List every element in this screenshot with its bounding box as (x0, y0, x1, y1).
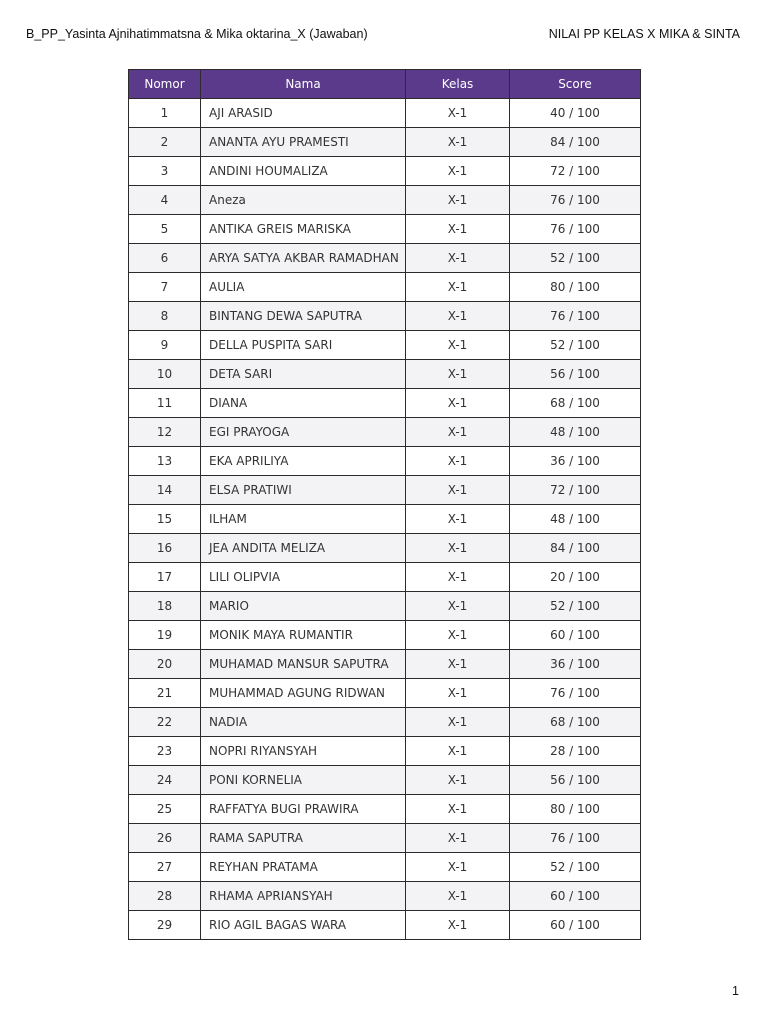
cell-kelas: X-1 (406, 853, 510, 882)
table-header-row (129, 70, 641, 99)
cell-score: 56 / 100 (510, 360, 641, 389)
cell-nomor: 8 (129, 302, 201, 331)
cell-nama: RAFFATYA BUGI PRAWIRA (201, 795, 406, 824)
table-row (129, 534, 641, 563)
table-row (129, 215, 641, 244)
score-table (128, 69, 641, 940)
cell-kelas: X-1 (406, 679, 510, 708)
table-row (129, 650, 641, 679)
cell-nama: ILHAM (201, 505, 406, 534)
cell-score: 56 / 100 (510, 766, 641, 795)
cell-kelas: X-1 (406, 708, 510, 737)
column-header-kelas: Kelas (406, 70, 510, 99)
cell-kelas: X-1 (406, 650, 510, 679)
cell-kelas: X-1 (406, 911, 510, 940)
table-row (129, 853, 641, 882)
cell-score: 76 / 100 (510, 824, 641, 853)
cell-nama: REYHAN PRATAMA (201, 853, 406, 882)
cell-score: 68 / 100 (510, 708, 641, 737)
sheet-title: NILAI PP KELAS X MIKA & SINTA (548, 27, 740, 41)
cell-nomor: 21 (129, 679, 201, 708)
cell-score: 84 / 100 (510, 128, 641, 157)
cell-nama: RHAMA APRIANSYAH (201, 882, 406, 911)
table-row (129, 360, 641, 389)
cell-nama: LILI OLIPVIA (201, 563, 406, 592)
column-header-nomor: Nomor (129, 70, 201, 99)
table-row (129, 766, 641, 795)
cell-score: 52 / 100 (510, 853, 641, 882)
cell-kelas: X-1 (406, 824, 510, 853)
cell-kelas: X-1 (406, 273, 510, 302)
cell-kelas: X-1 (406, 157, 510, 186)
table-row (129, 331, 641, 360)
cell-nomor: 23 (129, 737, 201, 766)
cell-score: 76 / 100 (510, 679, 641, 708)
cell-nomor: 17 (129, 563, 201, 592)
table-row (129, 244, 641, 273)
table-row (129, 824, 641, 853)
cell-nomor: 9 (129, 331, 201, 360)
cell-score: 48 / 100 (510, 505, 641, 534)
cell-score: 76 / 100 (510, 215, 641, 244)
cell-nomor: 2 (129, 128, 201, 157)
cell-nomor: 15 (129, 505, 201, 534)
cell-nama: ELSA PRATIWI (201, 476, 406, 505)
cell-kelas: X-1 (406, 766, 510, 795)
cell-score: 52 / 100 (510, 331, 641, 360)
cell-score: 36 / 100 (510, 650, 641, 679)
table-row (129, 157, 641, 186)
cell-nomor: 27 (129, 853, 201, 882)
column-header-nama: Nama (201, 70, 406, 99)
cell-nama: AULIA (201, 273, 406, 302)
cell-nomor: 29 (129, 911, 201, 940)
cell-nama: AJI ARASID (201, 99, 406, 128)
cell-kelas: X-1 (406, 534, 510, 563)
table-row (129, 273, 641, 302)
cell-nama: PONI KORNELIA (201, 766, 406, 795)
cell-nomor: 22 (129, 708, 201, 737)
cell-nama: RIO AGIL BAGAS WARA (201, 911, 406, 940)
cell-score: 40 / 100 (510, 99, 641, 128)
cell-kelas: X-1 (406, 882, 510, 911)
cell-score: 60 / 100 (510, 911, 641, 940)
table-row (129, 795, 641, 824)
table-row (129, 592, 641, 621)
cell-score: 20 / 100 (510, 563, 641, 592)
cell-nomor: 3 (129, 157, 201, 186)
cell-nomor: 19 (129, 621, 201, 650)
cell-kelas: X-1 (406, 621, 510, 650)
cell-nomor: 18 (129, 592, 201, 621)
table-row (129, 563, 641, 592)
cell-nomor: 12 (129, 418, 201, 447)
cell-nama: DETA SARI (201, 360, 406, 389)
cell-nama: MONIK MAYA RUMANTIR (201, 621, 406, 650)
cell-score: 68 / 100 (510, 389, 641, 418)
cell-nama: NOPRI RIYANSYAH (201, 737, 406, 766)
cell-nama: JEA ANDITA MELIZA (201, 534, 406, 563)
cell-score: 36 / 100 (510, 447, 641, 476)
cell-kelas: X-1 (406, 186, 510, 215)
cell-nama: BINTANG DEWA SAPUTRA (201, 302, 406, 331)
table-row (129, 708, 641, 737)
cell-nama: Aneza (201, 186, 406, 215)
cell-kelas: X-1 (406, 447, 510, 476)
cell-kelas: X-1 (406, 302, 510, 331)
cell-nomor: 4 (129, 186, 201, 215)
table-row (129, 621, 641, 650)
cell-nama: RAMA SAPUTRA (201, 824, 406, 853)
cell-nomor: 11 (129, 389, 201, 418)
cell-kelas: X-1 (406, 505, 510, 534)
table-row (129, 389, 641, 418)
cell-score: 84 / 100 (510, 534, 641, 563)
cell-score: 76 / 100 (510, 302, 641, 331)
cell-nama: ANANTA AYU PRAMESTI (201, 128, 406, 157)
table-row (129, 882, 641, 911)
table-row (129, 99, 641, 128)
cell-nomor: 24 (129, 766, 201, 795)
cell-score: 48 / 100 (510, 418, 641, 447)
cell-nama: MUHAMAD MANSUR SAPUTRA (201, 650, 406, 679)
cell-kelas: X-1 (406, 476, 510, 505)
cell-nama: DIANA (201, 389, 406, 418)
cell-kelas: X-1 (406, 795, 510, 824)
table-row (129, 447, 641, 476)
cell-nomor: 10 (129, 360, 201, 389)
cell-nomor: 5 (129, 215, 201, 244)
cell-nomor: 25 (129, 795, 201, 824)
table-body (129, 99, 641, 940)
table-row (129, 302, 641, 331)
cell-kelas: X-1 (406, 563, 510, 592)
cell-kelas: X-1 (406, 737, 510, 766)
table-row (129, 911, 641, 940)
cell-score: 52 / 100 (510, 244, 641, 273)
table-row (129, 476, 641, 505)
table-row (129, 186, 641, 215)
cell-kelas: X-1 (406, 331, 510, 360)
cell-nama: EGI PRAYOGA (201, 418, 406, 447)
cell-nomor: 13 (129, 447, 201, 476)
column-header-score: Score (510, 70, 641, 99)
cell-score: 72 / 100 (510, 476, 641, 505)
cell-nama: ARYA SATYA AKBAR RAMADHAN (201, 244, 406, 273)
cell-nomor: 20 (129, 650, 201, 679)
cell-nama: DELLA PUSPITA SARI (201, 331, 406, 360)
table-row (129, 128, 641, 157)
cell-kelas: X-1 (406, 389, 510, 418)
cell-kelas: X-1 (406, 360, 510, 389)
cell-nomor: 28 (129, 882, 201, 911)
table-row (129, 737, 641, 766)
cell-score: 28 / 100 (510, 737, 641, 766)
cell-score: 76 / 100 (510, 186, 641, 215)
cell-nama: EKA APRILIYA (201, 447, 406, 476)
cell-kelas: X-1 (406, 592, 510, 621)
table-row (129, 505, 641, 534)
cell-nomor: 1 (129, 99, 201, 128)
cell-kelas: X-1 (406, 99, 510, 128)
cell-nomor: 16 (129, 534, 201, 563)
document-title: B_PP_Yasinta Ajnihatimmatsna & Mika oktarina_X (Jawaban) (26, 27, 368, 41)
cell-nama: ANDINI HOUMALIZA (201, 157, 406, 186)
cell-nama: NADIA (201, 708, 406, 737)
cell-score: 80 / 100 (510, 795, 641, 824)
cell-nomor: 6 (129, 244, 201, 273)
cell-nama: MARIO (201, 592, 406, 621)
cell-score: 60 / 100 (510, 882, 641, 911)
cell-kelas: X-1 (406, 244, 510, 273)
cell-score: 52 / 100 (510, 592, 641, 621)
cell-score: 80 / 100 (510, 273, 641, 302)
cell-nama: MUHAMMAD AGUNG RIDWAN (201, 679, 406, 708)
cell-kelas: X-1 (406, 215, 510, 244)
table-row (129, 418, 641, 447)
cell-nomor: 14 (129, 476, 201, 505)
cell-nomor: 7 (129, 273, 201, 302)
table-row (129, 679, 641, 708)
cell-nama: ANTIKA GREIS MARISKA (201, 215, 406, 244)
cell-score: 60 / 100 (510, 621, 641, 650)
page-number: 1 (732, 984, 739, 998)
cell-score: 72 / 100 (510, 157, 641, 186)
cell-nomor: 26 (129, 824, 201, 853)
cell-kelas: X-1 (406, 418, 510, 447)
cell-kelas: X-1 (406, 128, 510, 157)
